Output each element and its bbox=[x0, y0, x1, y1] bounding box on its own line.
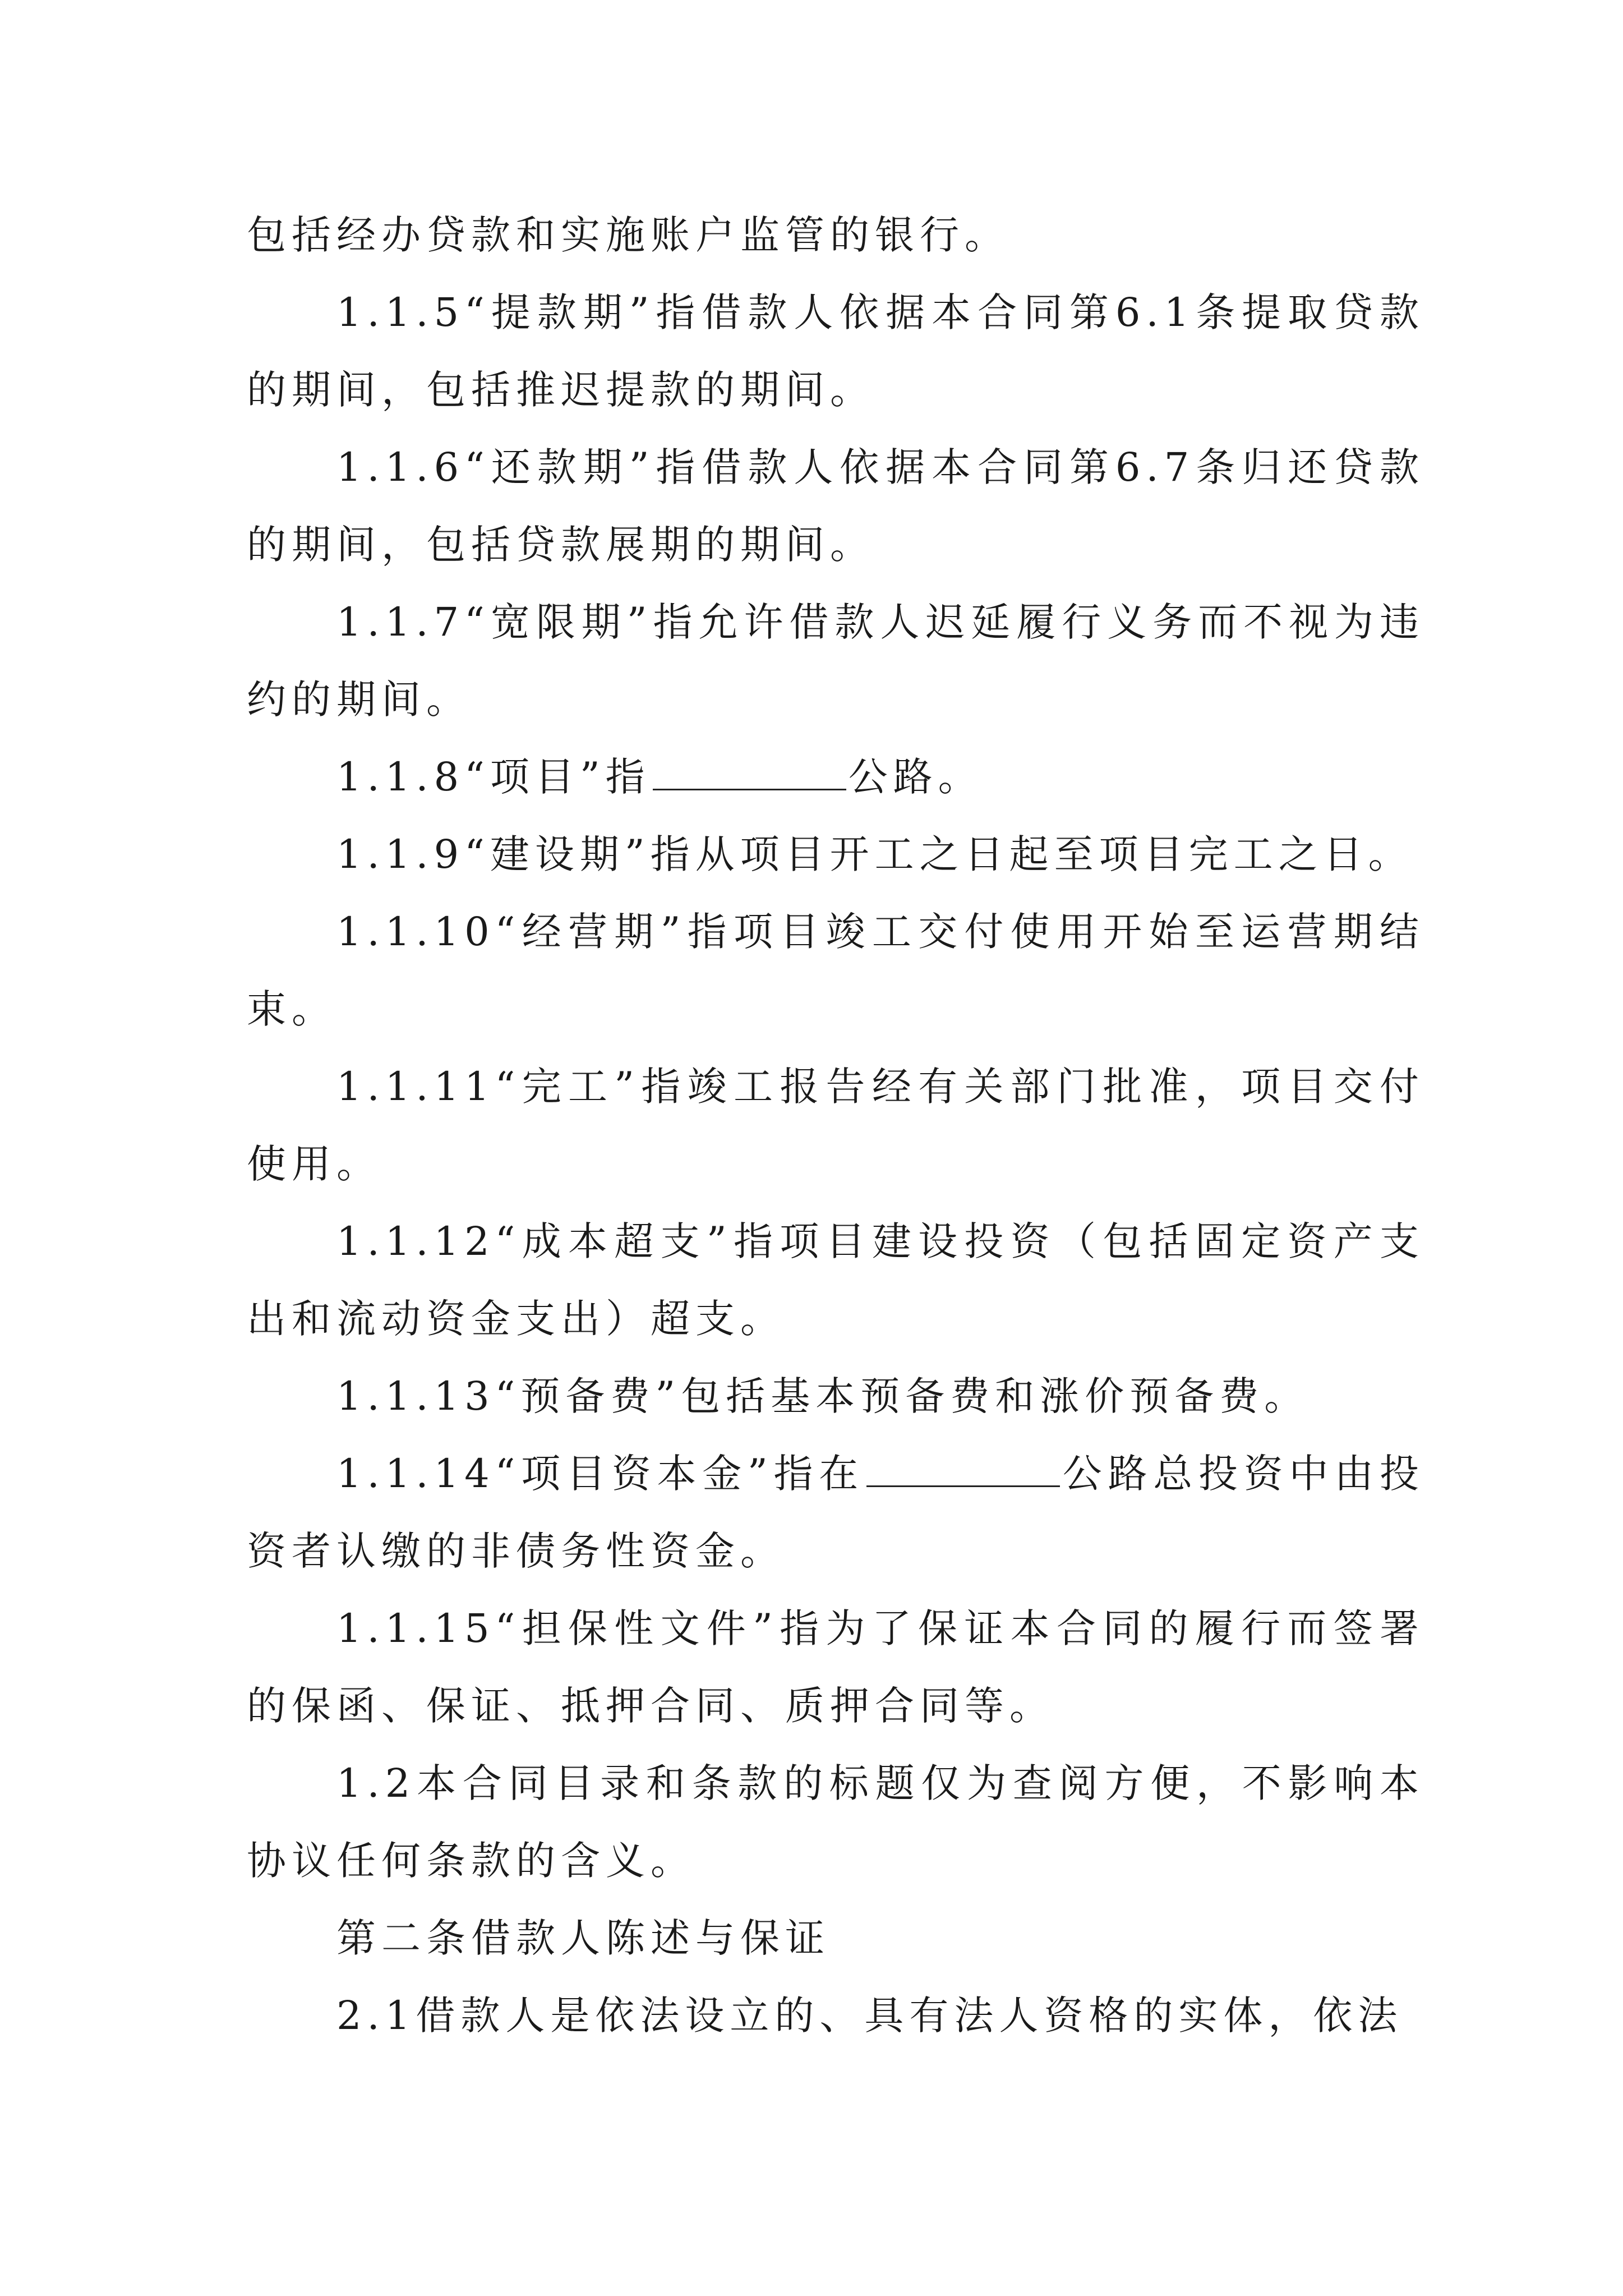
paragraph-1-1-15: 1.1.15“担保性文件”指为了保证本合同的履行而签署的保函、保证、抵押合同、质押合同等。 bbox=[247, 1605, 1424, 1729]
fill-in-blank-project-name bbox=[653, 754, 846, 790]
document-body bbox=[247, 196, 1424, 2054]
paragraph-1-1-8-lead: 1.1.8“项目”指 bbox=[336, 754, 651, 800]
fill-in-blank-highway-name bbox=[866, 1451, 1060, 1487]
paragraph-1-1-14-lead: 1.1.14“项目资本金”指在 bbox=[336, 1451, 864, 1497]
paragraph-1-1-8-tail: 公路。 bbox=[848, 754, 983, 800]
paragraph-1-1-12: 1.1.12“成本超支”指项目建设投资（包括固定资产支出和流动资金支出）超支。 bbox=[247, 1218, 1424, 1342]
paragraph-1-1-7: 1.1.7“宽限期”指允许借款人迟延履行义务而不视为违约的期间。 bbox=[247, 599, 1424, 723]
paragraph-bank-definition-end: 包括经办贷款和实施账户监管的银行。 bbox=[247, 212, 1009, 258]
paragraph-1-1-14-tail: 公路总投资中由投资者认缴的非债务性资金。 bbox=[247, 1451, 1425, 1574]
paragraph-1-1-8 bbox=[247, 738, 1424, 816]
paragraph-2-1: 2.1借款人是依法设立的、具有法人资格的实体，依法 bbox=[336, 1993, 1403, 2039]
paragraph-1-1-13: 1.1.13“预备费”包括基本预备费和涨价预备费。 bbox=[336, 1373, 1310, 1419]
paragraph-1-1-6: 1.1.6“还款期”指借款人依据本合同第6.7条归还贷款的期间，包括贷款展期的期间。 bbox=[247, 444, 1424, 568]
paragraph-1-2: 1.2本合同目录和条款的标题仅为查阅方便，不影响本协议任何条款的含义。 bbox=[247, 1760, 1424, 1884]
article-2-heading: 第二条借款人陈述与保证 bbox=[336, 1915, 830, 1961]
paragraph-1-1-10: 1.1.10“经营期”指项目竣工交付使用开始至运营期结束。 bbox=[247, 909, 1424, 1032]
paragraph-1-1-9: 1.1.9“建设期”指从项目开工之日起至项目完工之日。 bbox=[336, 831, 1413, 877]
paragraph-1-1-11: 1.1.11“完工”指竣工报告经有关部门批准，项目交付使用。 bbox=[247, 1064, 1424, 1187]
paragraph-1-1-14 bbox=[247, 1435, 1424, 1590]
paragraph-1-1-5: 1.1.5“提款期”指借款人依据本合同第6.1条提取贷款的期间，包括推迟提款的期间。 bbox=[247, 289, 1424, 413]
